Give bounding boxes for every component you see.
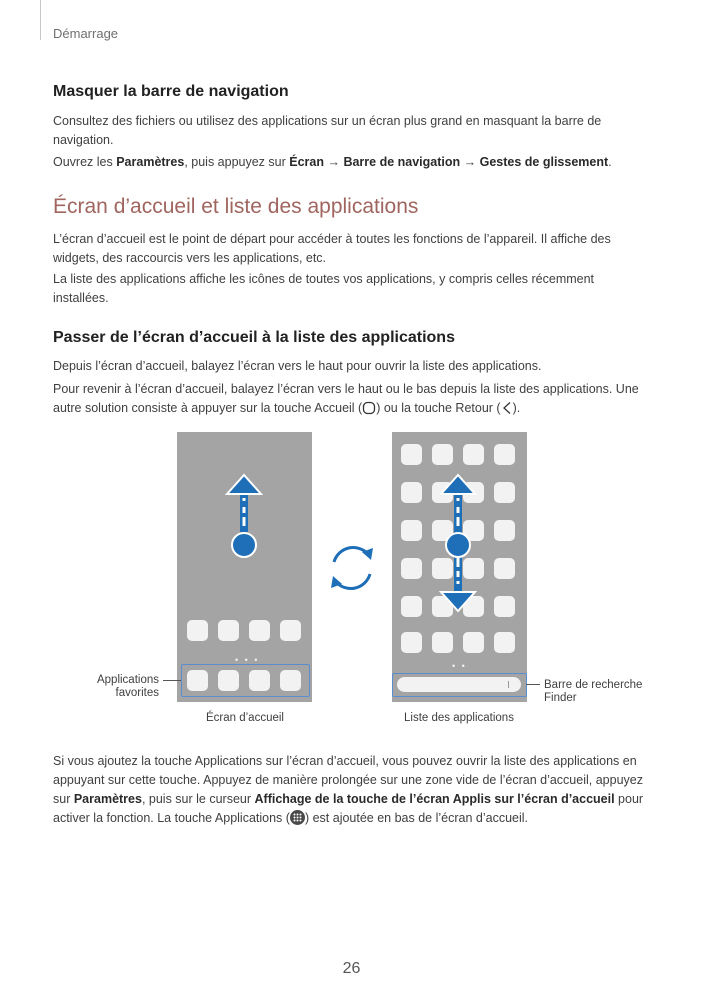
app-tile: [187, 620, 208, 641]
switch-paragraph-2: Pour revenir à l’écran d’accueil, balayez l’écran vers le haut ou le bas depuis la liste des applications. Une autre solution consiste à appuyer sur la touche Accueil ( ) ou la touche Retour ( ).: [53, 382, 639, 415]
side-rule: [40, 0, 41, 40]
switch-paragraph-1: Depuis l’écran d’accueil, balayez l’écran vers le haut pour ouvrir la liste des applications.: [53, 359, 542, 373]
switch-title: Passer de l’écran d’accueil à la liste des applications: [53, 329, 455, 346]
home-section-title: Écran d’accueil et liste des applications: [53, 195, 419, 218]
app-tile: [218, 620, 239, 641]
finder-leader-line: [526, 684, 540, 685]
page-indicator-dots: • • •: [235, 655, 260, 665]
settings-term: Paramètres: [116, 155, 185, 169]
hide-nav-paragraph-1: Consultez des fichiers ou utilisez des applications sur un écran plus grand en masquant la barre de navigation.: [53, 114, 602, 147]
apps-button-icon: [290, 810, 305, 825]
home-paragraph-1: L’écran d’accueil est le point de départ pour accéder à toutes les fonctions de l’appareil. Il affiche des widgets, des raccourcis vers les applications, etc.: [53, 232, 611, 265]
swipe-up-down-gesture-icon: [435, 472, 481, 614]
caption-home-screen: Écran d’accueil: [206, 712, 284, 724]
app-tile: [280, 620, 301, 641]
apps-button-setting-term: Affichage de la touche de l’écran Applis sur l’écran d’accueil: [254, 792, 615, 806]
page-number: 26: [342, 960, 361, 977]
favorites-label: Applications favorites: [96, 674, 159, 699]
apps-button-paragraph: Si vous ajoutez la touche Applications sur l’écran d’accueil, vous pouvez ouvrir la liste des applications en appuyant sur cette touche. Appuyez de manière prolongée sur une zone vide de l’écran d’accueil, appuyez sur Paramètres, puis sur le curseur Affichage de la touche de l’écran Applis sur l’écran d’accueil pour activer la fonction. La touche Applications ( ) est ajoutée en bas de l’écran d’accueil.: [53, 754, 644, 825]
favorites-highlight-box: [181, 664, 310, 697]
caption-apps-list: Liste des applications: [404, 712, 514, 724]
switch-cycle-icon: [324, 540, 380, 596]
finder-label: Barre de recherche Finder: [544, 679, 643, 704]
swipe-up-gesture-icon: [221, 472, 267, 562]
home-paragraph-2: La liste des applications affiche les icônes de toutes vos applications, y compris celles récemment installées.: [53, 272, 595, 305]
app-tile: [249, 620, 270, 641]
hide-nav-title: Masquer la barre de navigation: [53, 83, 289, 100]
home-key-icon: [362, 401, 376, 415]
page-indicator-dots: • •: [452, 661, 467, 671]
finder-highlight-box: [392, 673, 527, 697]
swipe-gestures-term: Gestes de glissement: [479, 155, 609, 169]
section-label: Démarrage: [53, 26, 119, 41]
settings-term: Paramètres: [73, 792, 142, 806]
navigation-bar-term: Barre de navigation: [343, 155, 461, 169]
favorites-leader-line: [163, 680, 181, 681]
screen-term: Écran: [289, 155, 324, 169]
back-key-icon: [501, 401, 513, 415]
hide-nav-paragraph-2: Ouvrez les Paramètres, puis appuyez sur Écran → Barre de navigation → Gestes de glissement.: [53, 155, 612, 169]
